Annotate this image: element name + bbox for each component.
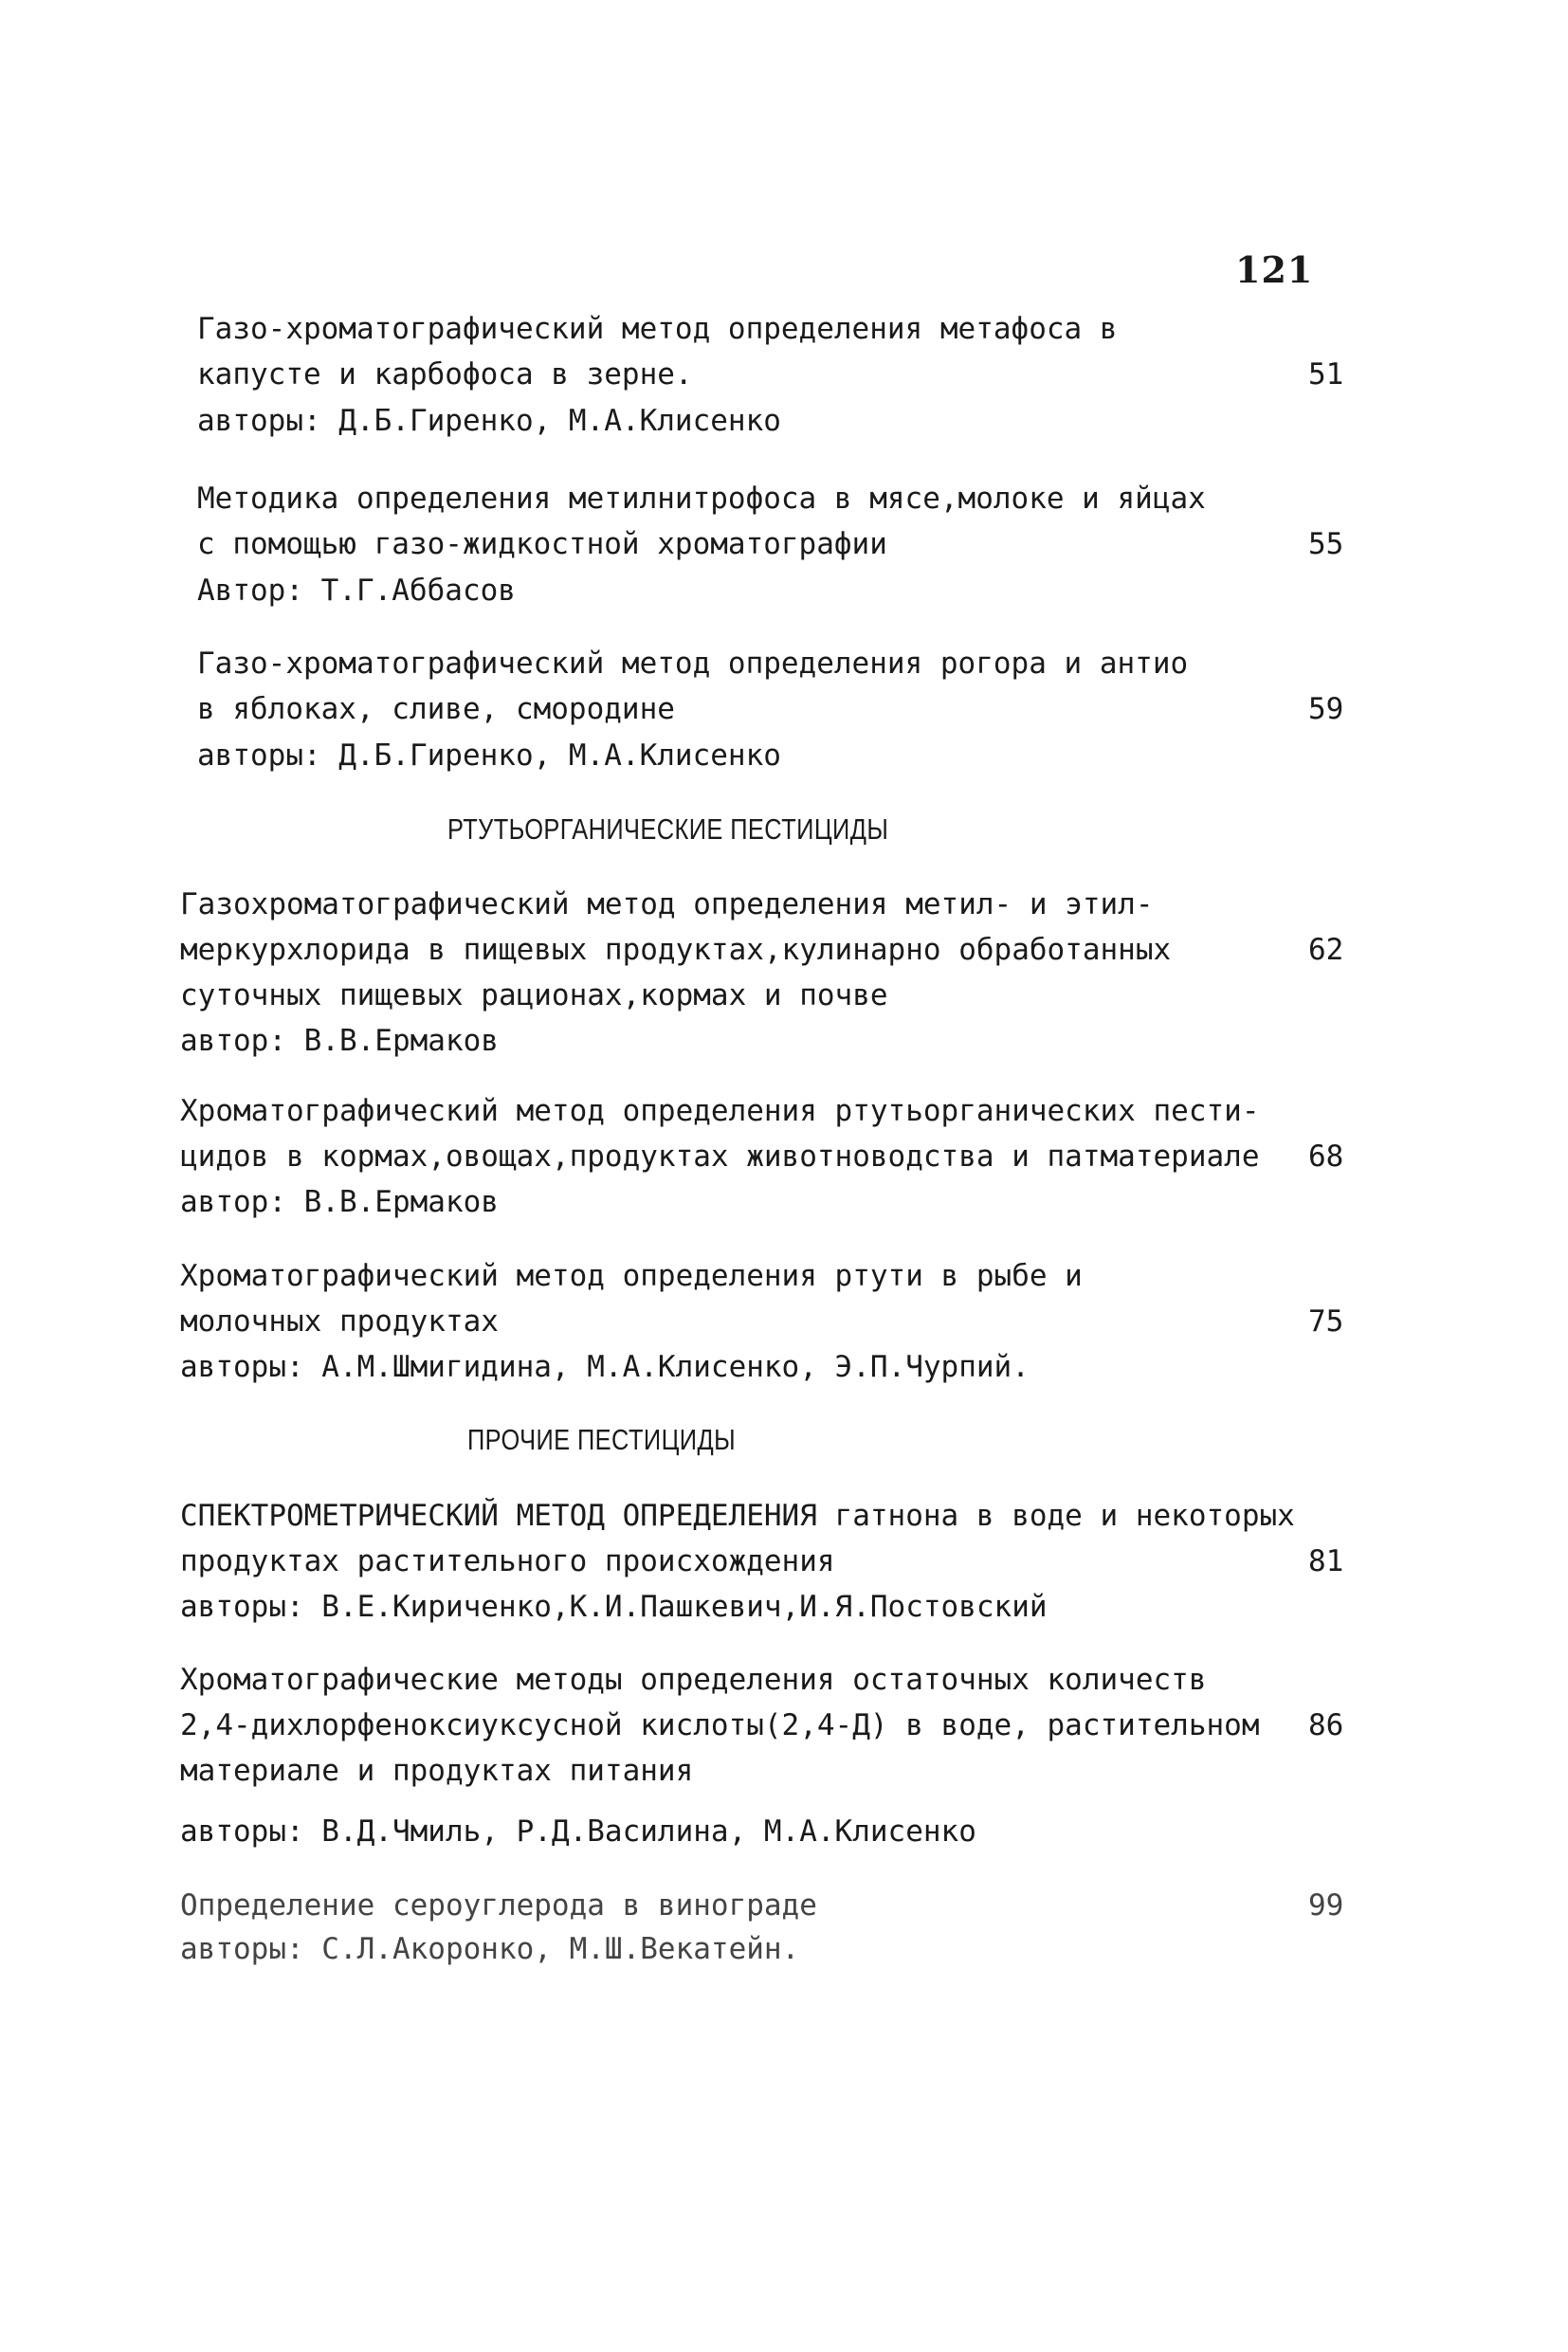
- entry-authors: авторы: В.Е.Кириченко,К.И.Пашкевич,И.Я.Постовский: [180, 1590, 1048, 1624]
- entry-title-line: материале и продуктах питания: [180, 1754, 694, 1788]
- entry-title-line: с помощью газо-жидкостной хроматографии: [197, 527, 887, 561]
- entry-title-line: Хроматографические методы определения остаточных количеств: [180, 1663, 1207, 1697]
- entry-page-number: 68: [1308, 1140, 1344, 1174]
- entry-title-line: Хроматографический метод определения ртутьорганических пести-: [180, 1094, 1260, 1128]
- entry-title-line: суточных пищевых рационах,кормах и почве: [180, 978, 888, 1012]
- entry-authors: авторы: В.Д.Чмиль, Р.Д.Василина, М.А.Клисенко: [180, 1814, 976, 1849]
- entry-title-line: Газо-хроматографический метод определения метафоса в: [197, 312, 1118, 346]
- entry-page-number: 75: [1308, 1304, 1344, 1339]
- entry-authors: авторы: Д.Б.Гиренко, М.А.Клисенко: [197, 404, 781, 438]
- entry-title-line: СПЕКТРОМЕТРИЧЕСКИЙ МЕТОД ОПРЕДЕЛЕНИЯ гатнона в воде и некоторых: [180, 1499, 1295, 1533]
- entry-authors: авторы: С.Л.Акоронко, М.Ш.Векатейн.: [180, 1932, 800, 1966]
- entry-authors: автор: В.В.Ермаков: [180, 1024, 499, 1058]
- entry-title-line: Газохроматографический метод определения метил- и этил-: [180, 887, 1154, 921]
- entry-page-number: 62: [1308, 933, 1344, 967]
- entry-title-line: 2,4-дихлорфеноксиуксусной кислоты(2,4-Д) в воде, растительном: [180, 1708, 1260, 1742]
- entry-page-number: 86: [1308, 1708, 1344, 1742]
- entry-title-line: капусте и карбофоса в зерне.: [197, 357, 693, 392]
- entry-authors: авторы: А.М.Шмигидина, М.А.Клисенко, Э.П.Чурпий.: [180, 1350, 1030, 1384]
- entry-title-line: Газо-хроматографический метод определения рогора и антио: [197, 647, 1189, 681]
- entry-title-line: цидов в кормах,овощах,продуктах животноводства и патматериале: [180, 1140, 1260, 1174]
- entry-title-line: Хроматографический метод определения ртути в рыбе и: [180, 1259, 1083, 1293]
- entry-page-number: 81: [1308, 1544, 1344, 1578]
- entry-authors: автор: В.В.Ермаков: [180, 1185, 499, 1219]
- entry-title-line: меркурхлорида в пищевых продуктах,кулинарно обработанных: [180, 933, 1172, 967]
- section-heading-mercury: РТУТЬОРГАНИЧЕСКИЕ ПЕСТИЦИДЫ: [447, 812, 889, 846]
- entry-page-number: 59: [1308, 692, 1344, 726]
- entry-title-line: Определение сероуглерода в винограде: [180, 1888, 817, 1923]
- entry-authors: авторы: Д.Б.Гиренко, М.А.Клисенко: [197, 738, 781, 773]
- entry-page-number: 55: [1308, 527, 1344, 561]
- section-heading-other: ПРОЧИЕ ПЕСТИЦИДЫ: [467, 1423, 737, 1456]
- entry-page-number: 99: [1308, 1888, 1344, 1923]
- entry-page-number: 51: [1308, 357, 1344, 392]
- entry-title-line: продуктах растительного происхождения: [180, 1544, 835, 1578]
- entry-title-line: в яблоках, сливе, смородине: [197, 692, 675, 726]
- entry-title-line: молочных продуктах: [180, 1304, 499, 1339]
- entry-authors: Автор: Т.Г.Аббасов: [197, 574, 516, 608]
- page-number: 121: [1235, 248, 1314, 291]
- entry-title-line: Методика определения метилнитрофоса в мясе,молоке и яйцах: [197, 482, 1206, 516]
